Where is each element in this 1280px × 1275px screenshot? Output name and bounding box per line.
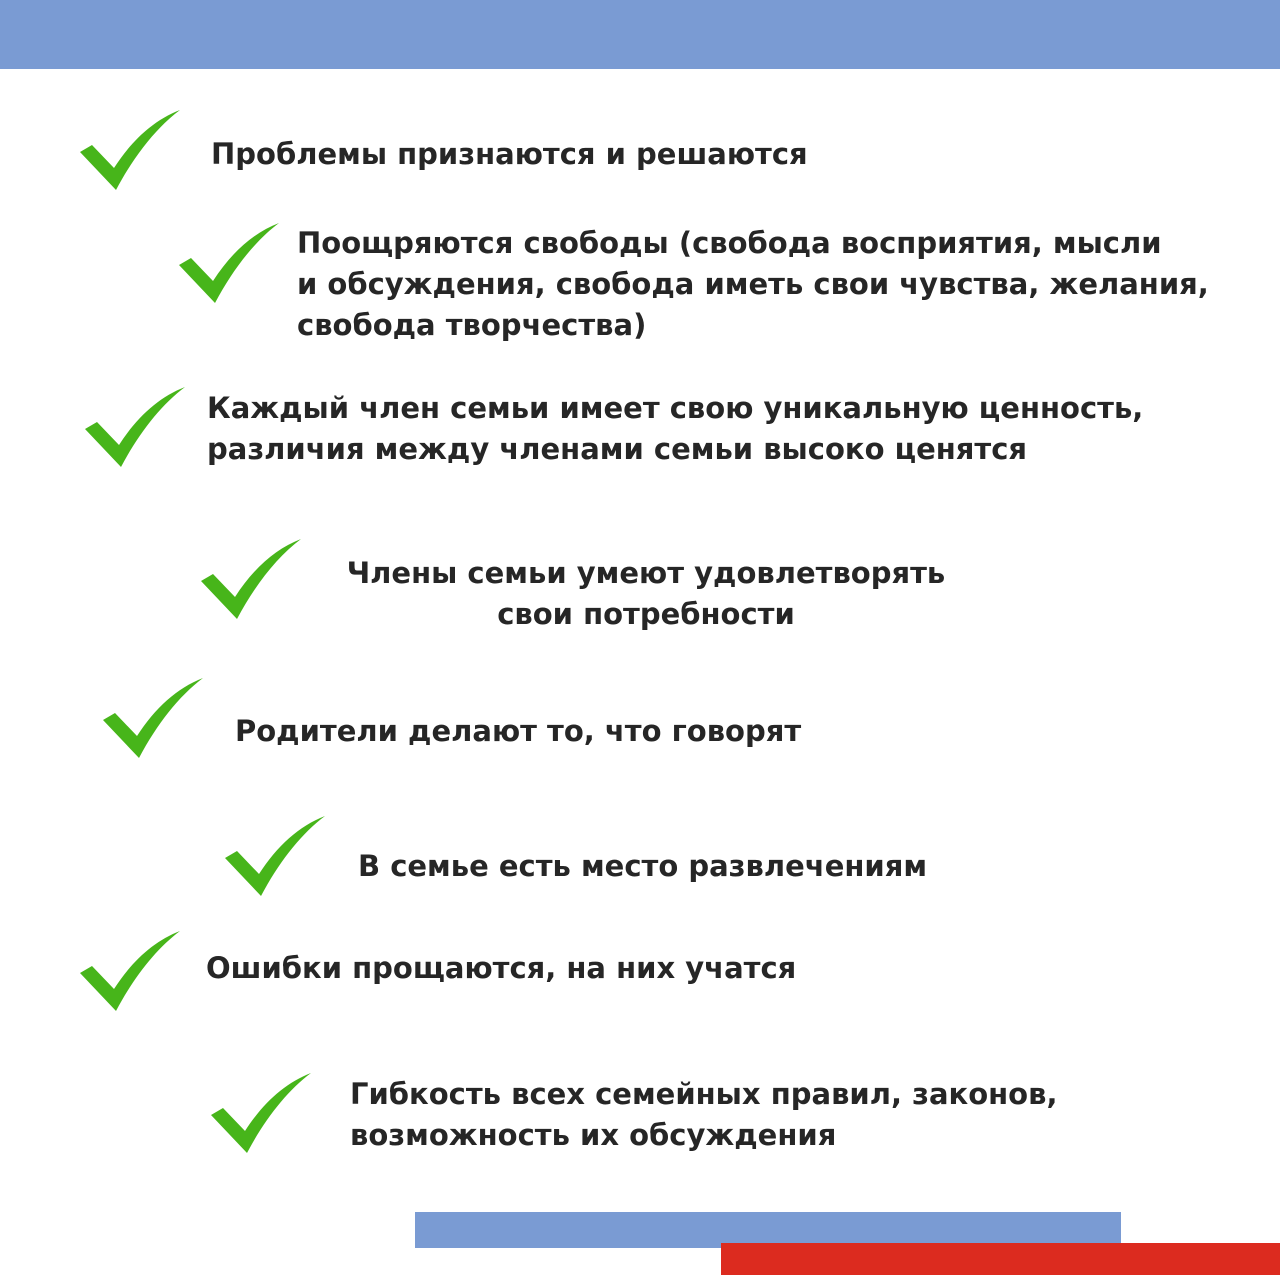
checklist-item-text xyxy=(235,711,801,752)
item-line: Родители делают то, что говорят xyxy=(235,714,802,748)
checkmark-icon xyxy=(78,929,182,1013)
item-line: Члены семьи умеют удовлетворять xyxy=(346,556,946,590)
checklist-item-text xyxy=(206,948,796,989)
checkmark-icon xyxy=(78,108,182,192)
top-decorative-band xyxy=(0,0,1280,69)
item-line: свобода творчества) xyxy=(297,308,647,342)
checklist-item-text xyxy=(336,553,956,635)
item-line: В семье есть место развлечениям xyxy=(358,849,928,883)
checklist-item-text xyxy=(207,388,1143,470)
checklist-item-text xyxy=(350,1074,1057,1156)
checklist-item-text xyxy=(211,134,808,175)
item-line: Каждый член семьи имеет свою уникальную ценность, xyxy=(207,391,1144,425)
checkmark-icon xyxy=(101,676,205,760)
item-line: возможность их обсуждения xyxy=(350,1118,837,1152)
item-line: Гибкость всех семейных правил, законов, xyxy=(350,1077,1058,1111)
item-line: Ошибки прощаются, на них учатся xyxy=(206,951,797,985)
item-line: Проблемы признаются и решаются xyxy=(211,137,808,171)
checkmark-icon xyxy=(177,221,281,305)
checklist-item-text xyxy=(297,223,1209,346)
checkmark-icon xyxy=(83,385,187,469)
item-line: и обсуждения, свобода иметь свои чувства, желания, xyxy=(297,267,1209,301)
bottom-red-band xyxy=(721,1243,1280,1275)
checkmark-icon xyxy=(223,814,327,898)
item-line: различия между членами семьи высоко ценятся xyxy=(207,432,1028,466)
item-line: свои потребности xyxy=(497,597,795,631)
checklist-item-text xyxy=(358,846,927,887)
item-line: Поощряются свободы (свобода восприятия, мысли xyxy=(297,226,1162,260)
checkmark-icon xyxy=(199,537,303,621)
checkmark-icon xyxy=(209,1071,313,1155)
